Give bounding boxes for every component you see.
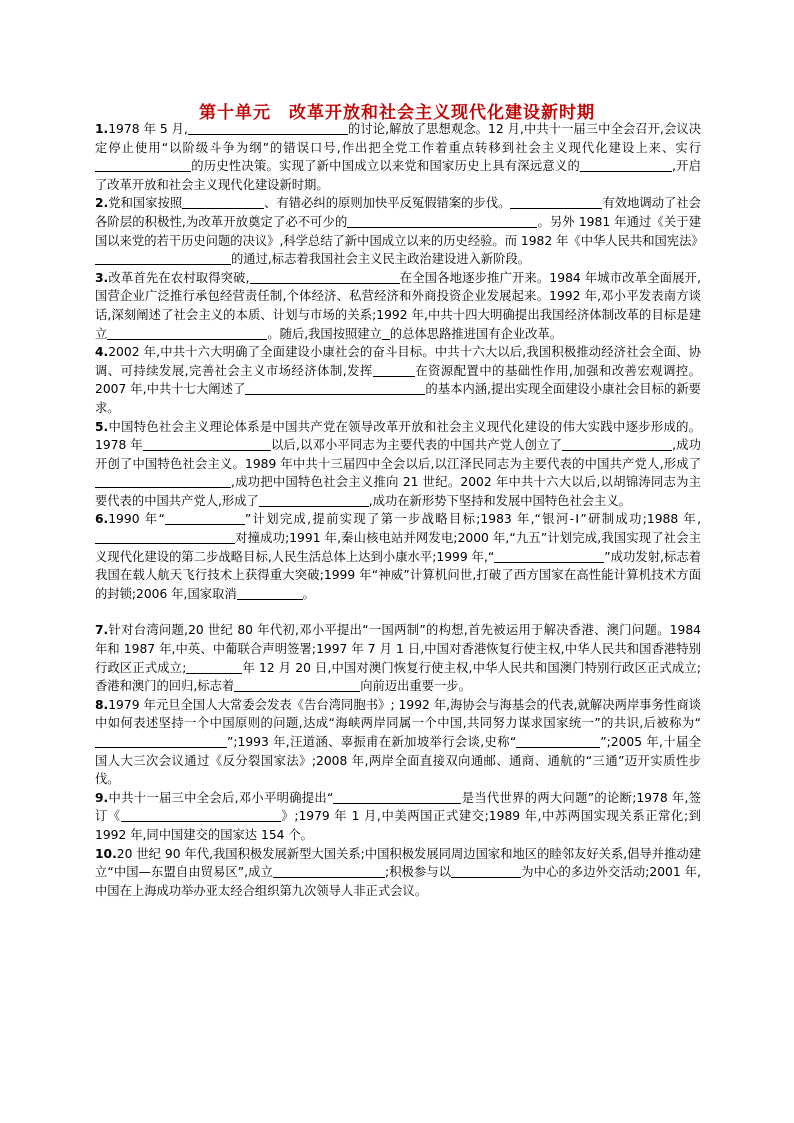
- answer-blank[interactable]: [273, 864, 385, 878]
- question-7: [95, 621, 701, 695]
- answer-blank[interactable]: [237, 586, 303, 600]
- question-text: 的历史性决策。实现了新中国成立以来党和国家历史上具有深远意义的: [191, 159, 580, 174]
- answer-blank[interactable]: [143, 437, 271, 451]
- answer-blank[interactable]: [95, 251, 231, 265]
- question-text: 针对台湾问题,20 世纪 80 年代初,邓小平提出“一国两制”的构想,首先被运用于解决香港、澳门问题。1984 年和 1987 年,中英、中葡联合声明签署;1997 年 7 月 1 日,中国对香港恢复行使主权,中华人民共和国香港特别行政区正式成立;: [95, 623, 701, 675]
- section-gap: [95, 603, 701, 621]
- question-text: ,开启了改革开放和社会主义现代化建设新时期。: [95, 159, 701, 192]
- answer-blank[interactable]: [121, 808, 281, 822]
- question-text: ”计划完成,提前实现了第一步战略目标;1983 年,“银河-Ⅰ”研制成功;1988 年,: [244, 512, 701, 527]
- question-text: 改革首先在农村取得突破,: [108, 270, 250, 285]
- question-text: ,成功把中国特色社会主义推向 21 世纪。2002 年中共十六大以后,以胡锦涛同志为主要代表的中国共产党人,形成了: [95, 475, 701, 508]
- answer-blank[interactable]: [580, 158, 672, 172]
- answer-blank[interactable]: [510, 195, 602, 209]
- question-number: 9.: [95, 790, 109, 805]
- answer-blank[interactable]: [95, 158, 191, 172]
- question-text: 中共十一届三中全会后,邓小平明确提出“: [108, 790, 334, 805]
- question-text: ”成功发射,标志着我国在载人航天飞行技术上获得重大突破;1999 年“神威”计算机问世,打破了西方国家在高性能计算机技术方面的封锁;2006 年,国家取消: [95, 549, 701, 601]
- question-text: 向前迈出重要一步。: [360, 679, 471, 694]
- question-6: [95, 510, 701, 603]
- question-4: [95, 343, 701, 417]
- question-number: 7.: [95, 623, 109, 638]
- answer-blank[interactable]: [186, 660, 242, 674]
- question-1: [95, 120, 701, 194]
- question-2: [95, 194, 704, 268]
- question-text: 、有错必纠的原则加快平反冤假错案的步伐。: [264, 196, 511, 211]
- answer-blank[interactable]: [347, 214, 537, 228]
- answer-blank[interactable]: [250, 270, 400, 284]
- answer-blank[interactable]: [188, 121, 348, 135]
- question-text: 的基本内涵,提出实现全面建设小康社会目标的新要求。: [95, 382, 701, 415]
- question-text: 20 世纪 90 年代,我国积极发展新型大国关系;中国积极发展同周边国家和地区的睦邻友好关系,倡导并推动建立“中国—东盟自由贸易区”,成立: [95, 846, 701, 880]
- question-10: [95, 845, 701, 901]
- answer-blank[interactable]: [516, 734, 600, 748]
- question-text: 。另外 1981 年通过《关于建国以来党的若干历史问题的决议》,科学总结了新中国成立以来的历史经验。而 1982 年《中华人民共和国宪法》: [95, 214, 704, 248]
- answer-blank[interactable]: [382, 326, 390, 340]
- question-5: [95, 418, 701, 511]
- question-text: 为中心的多边外交活动;2001 年,中国在上海成功举办亚太经合组织第九次领导人非正式会议。: [95, 865, 701, 898]
- question-text: 的通过,标志着我国社会主义民主政治建设进入新阶段。: [231, 252, 531, 267]
- question-text: ,成功在新形势下坚持和发展中国特色社会主义。: [368, 493, 631, 508]
- answer-blank[interactable]: [95, 474, 231, 488]
- question-text: 是当代世界的两大问题”的论断;1978 年,签订《: [95, 790, 701, 824]
- question-number: 10.: [95, 846, 117, 861]
- question-number: 3.: [95, 270, 109, 285]
- question-text: 对撞成功;1991 年,秦山核电站并网发电;2000 年,“九五”计划完成,我国实现了社会主义现代化建设的第二步战略目标,人民生活总体上达到小康水平;1999 年,“: [95, 531, 701, 564]
- answer-blank[interactable]: [259, 493, 369, 507]
- question-text: 2002 年,中共十六大明确了全面建设小康社会的奋斗目标。中共十六大以后,我国积极推动经济社会全面、协调、可持续发展,完善社会主义市场经济体制,发挥: [95, 345, 701, 378]
- answer-blank[interactable]: [451, 864, 521, 878]
- question-number: 4.: [95, 345, 109, 360]
- answer-blank[interactable]: [234, 678, 360, 692]
- question-text: 的讨论,解放了思想观念。12 月,中共十一届三中全会召开,会议决定停止使用“以阶级斗争为纲”的错误口号,作出把全党工作着重点转移到社会主义现代化建设上来、实行: [95, 122, 701, 155]
- question-text: 有效地调动了社会各阶层的积极性,为改革开放奠定了必不可少的: [95, 196, 701, 229]
- question-text: 》;1979 年 1 月,中美两国正式建交;1989 年,中苏两国实现关系正常化;到 1992 年,同中国建交的国家达 154 个。: [95, 809, 701, 842]
- question-text: 年 12 月 20 日,中国对澳门恢复行使主权,中华人民共和国澳门特别行政区正式成立;香港和澳门的回归,标志着: [95, 660, 701, 694]
- question-text: 。随后,我国按照建立: [267, 326, 382, 341]
- page-title: 第十单元 改革开放和社会主义现代化建设新时期: [199, 103, 595, 123]
- question-number: 2.: [95, 196, 109, 211]
- question-8: [95, 696, 701, 789]
- question-number: 5.: [95, 419, 109, 434]
- question-text: 1979 年元旦全国人大常委会发表《告台湾同胞书》; 1992 年,海协会与海基会的代表,就解决两岸事务性商谈中如何表述坚持一个中国原则的问题,达成“海峡两岸同属一个中国,共同努力谋求国家统一”的共识,后被称为“: [95, 697, 701, 731]
- question-text: ,成功开创了中国特色社会主义。1989 年中共十三届四中全会以后,以江泽民同志为主要代表的中国共产党人,形成了: [95, 438, 701, 471]
- question-text: 以后,以邓小平同志为主要代表的中国共产党人创立了: [270, 438, 563, 453]
- answer-blank[interactable]: [562, 437, 672, 451]
- answer-blank[interactable]: [494, 549, 604, 563]
- question-text: 1990 年“: [108, 512, 165, 527]
- question-text: ”;1993 年,汪道涵、辜振甫在新加坡举行会谈,史称“: [227, 735, 517, 749]
- answer-blank[interactable]: [333, 790, 461, 804]
- answer-blank[interactable]: [95, 734, 227, 748]
- answer-blank[interactable]: [373, 363, 415, 377]
- question-text: 在资源配置中的基础性作用,加强和改善宏观调控。2007 年,中共十七大阐述了: [95, 363, 701, 397]
- question-9: [95, 789, 701, 845]
- question-number: 6.: [95, 512, 109, 527]
- question-text: 1978 年 5 月,: [108, 122, 188, 136]
- answer-blank[interactable]: [182, 195, 264, 209]
- question-text: 党和国家按照: [108, 196, 183, 211]
- question-text: 中国特色社会主义理论体系是中国共产党在领导改革开放和社会主义现代化建设的伟大实践中逐步形成的。1978 年: [95, 419, 701, 453]
- question-text: 的总体思路推进国有企业改革。: [389, 326, 563, 341]
- question-text: ”;2005 年,十届全国人大三次会议通过《反分裂国家法》;2008 年,两岸全面直接双向通邮、通商、通航的“三通”迈开实质性步伐。: [95, 735, 701, 787]
- answer-blank[interactable]: [245, 381, 425, 395]
- question-3: [95, 269, 701, 343]
- question-text: 。: [302, 586, 315, 601]
- answer-blank[interactable]: [165, 511, 245, 525]
- question-text: ;积极参与以: [384, 865, 452, 880]
- question-number: 8.: [95, 697, 109, 712]
- question-number: 1.: [95, 122, 109, 136]
- answer-blank[interactable]: [95, 530, 235, 544]
- question-text: 在全国各地逐步推广开来。1984 年城市改革全面展开,国营企业广泛推行承包经营责任制,个体经济、私营经济和外商投资企业发展起来。1992 年,邓小平发表南方谈话,深刻阐述了社会主义的本质、计划与市场的关系;1992 年,中共十四大明确提出我国经济体制改革的目标是建立: [95, 270, 701, 341]
- answer-blank[interactable]: [107, 326, 267, 340]
- question-list: [95, 120, 704, 900]
